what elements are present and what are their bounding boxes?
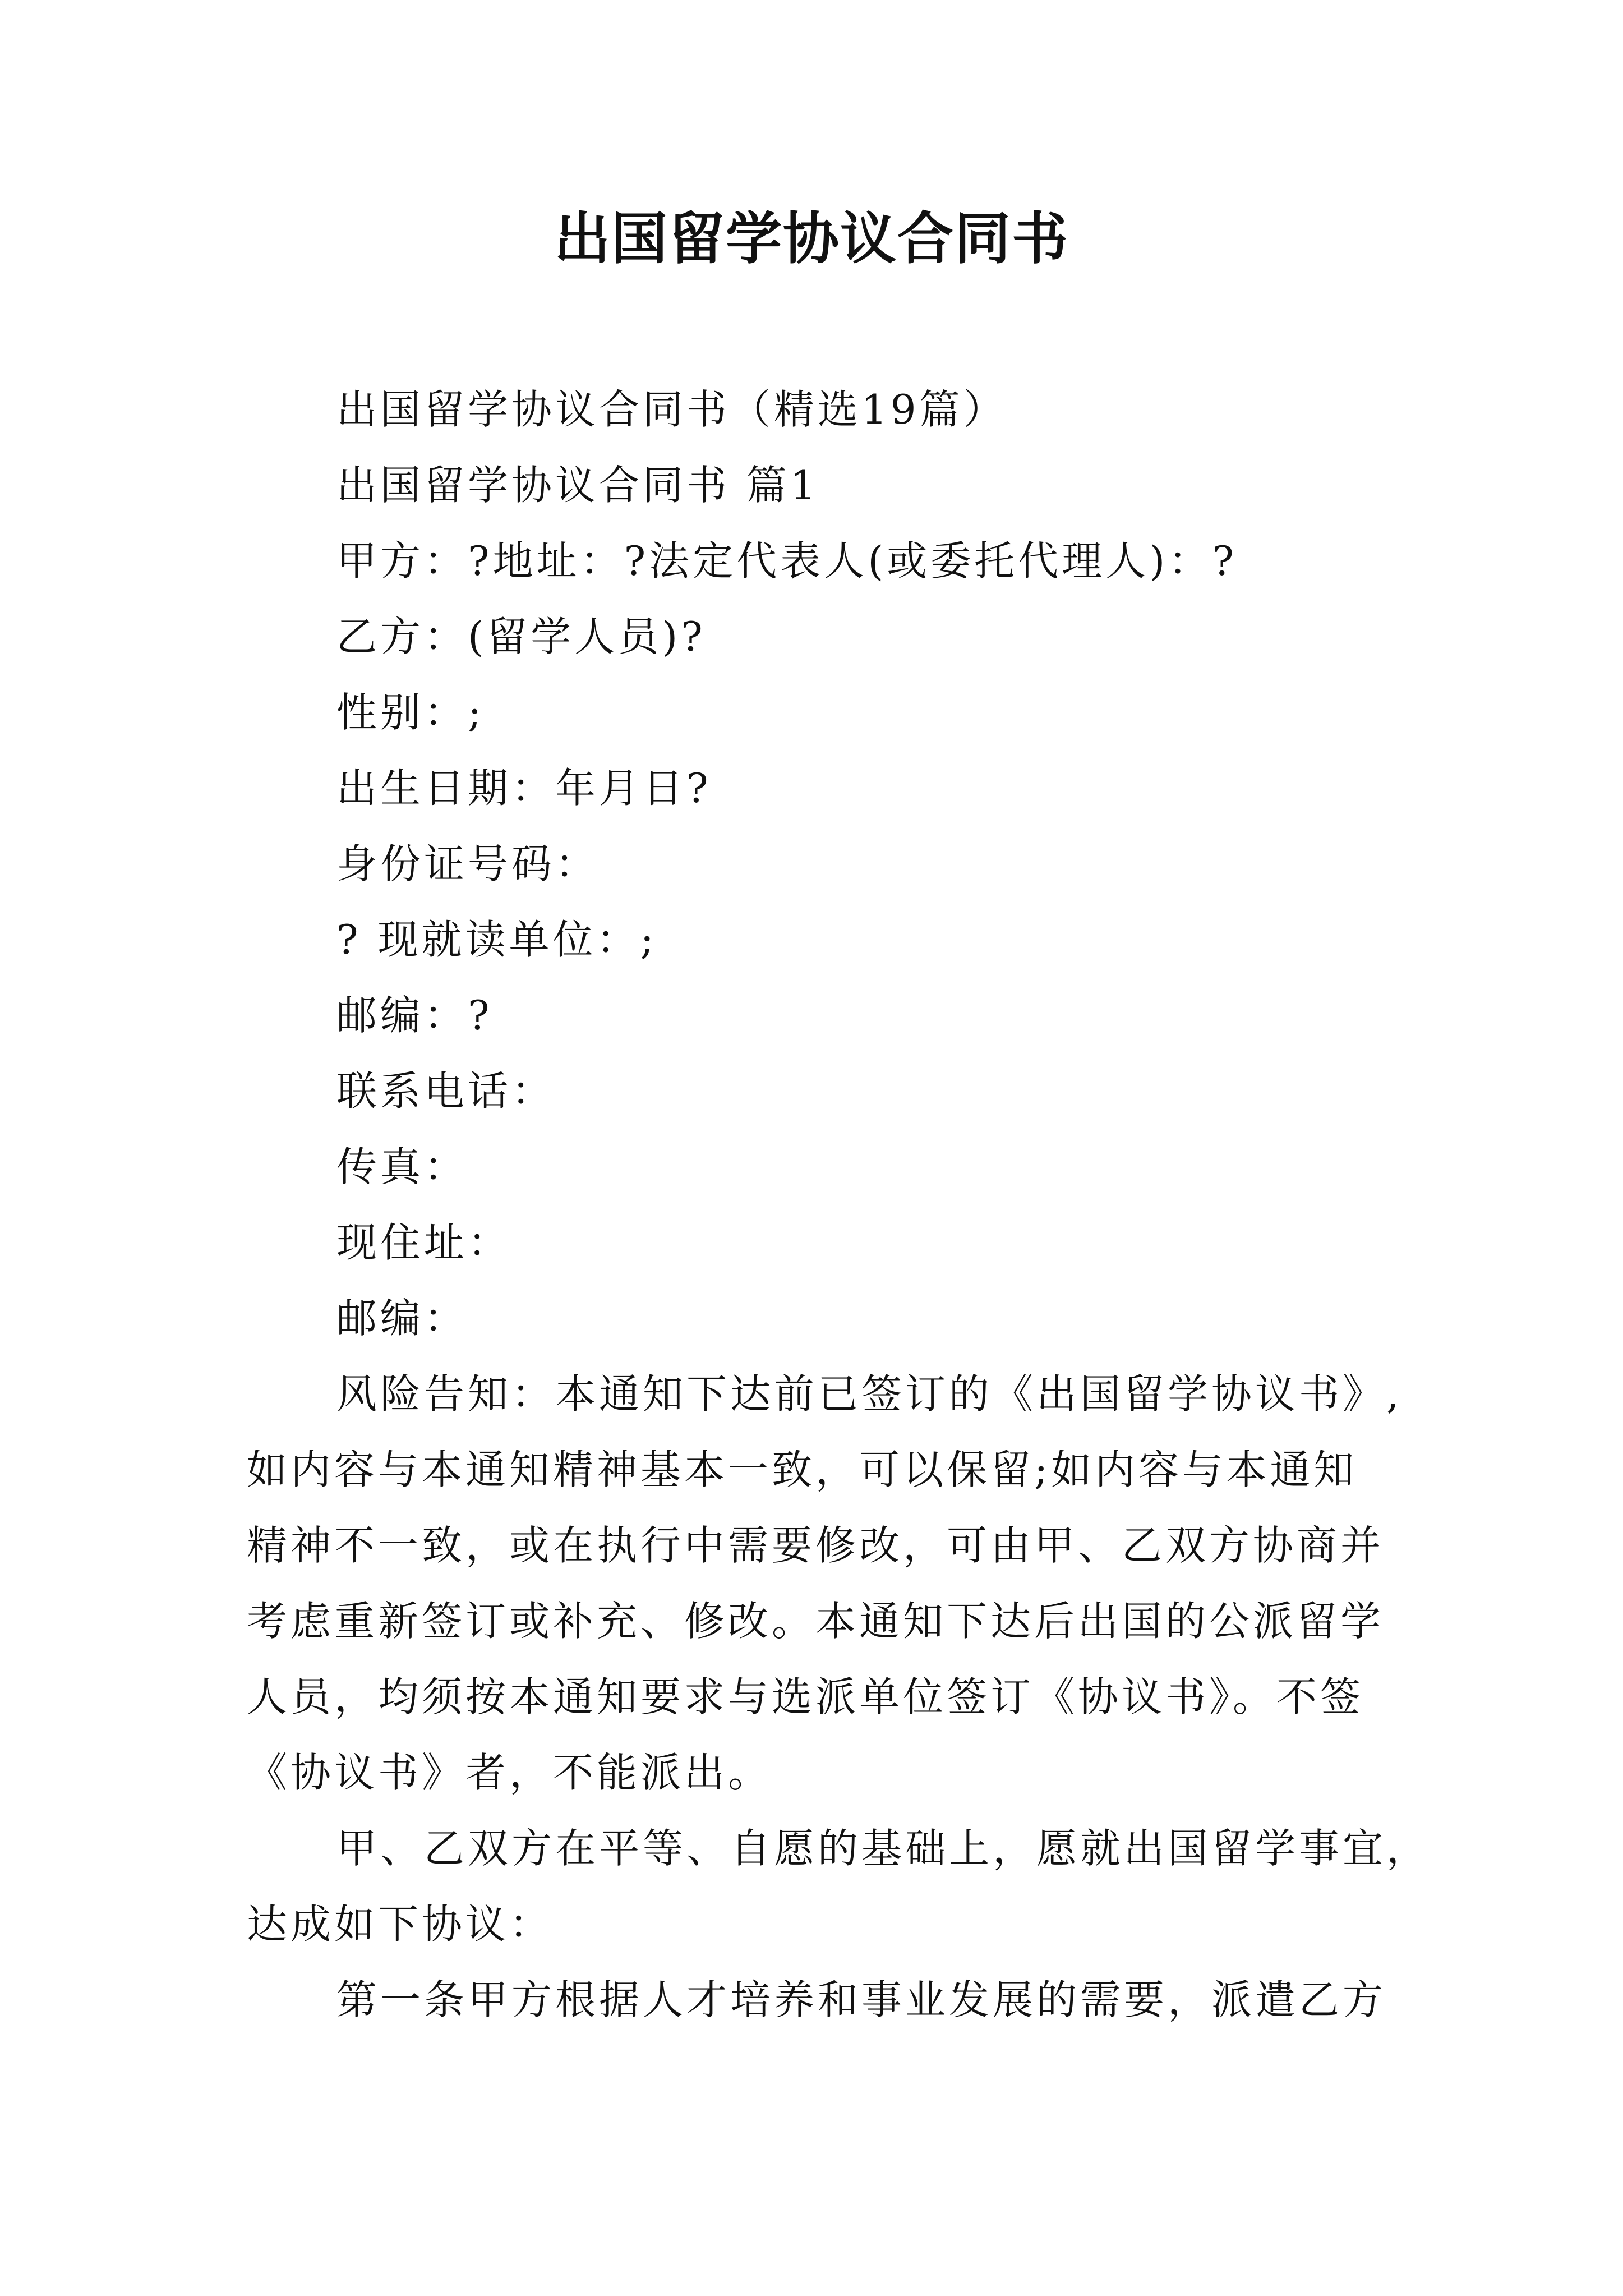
agreement-intro-line-2: 达成如下协议：: [247, 1901, 554, 1948]
risk-notice-line-3: 精神不一致，或在执行中需要修改，可由甲、乙双方协商并: [247, 1522, 1385, 1569]
postcode-line: 邮编：?: [336, 992, 493, 1039]
party-b-line: 乙方：(留学人员)?: [336, 613, 706, 660]
phone-line: 联系电话：: [336, 1068, 556, 1115]
article-one-line: 第一条甲方根据人才培养和事业发展的需要，派遣乙方: [336, 1976, 1387, 2023]
risk-notice-line-2: 如内容与本通知精神基本一致，可以保留;如内容与本通知: [247, 1446, 1358, 1493]
risk-notice-line-1: 风险告知：本通知下达前已签订的《出国留学协议书》,: [336, 1370, 1403, 1418]
gender-line: 性别：;: [336, 689, 485, 736]
postcode-line-2: 邮编：: [336, 1295, 468, 1342]
current-unit-line: ? 现就读单位：;: [336, 916, 657, 963]
risk-notice-line-4: 考虑重新签订或补充、修改。本通知下达后出国的公派留学: [247, 1598, 1385, 1645]
document-title: 出国留学协议合同书: [554, 205, 1069, 272]
party-a-line: 甲方：?地址：?法定代表人(或委托代理人)：?: [336, 537, 1237, 585]
section-heading: 出国留学协议合同书 篇1: [336, 462, 819, 509]
fax-line: 传真：: [336, 1143, 468, 1190]
risk-notice-line-5: 人员，均须按本通知要求与选派单位签订《协议书》。不签: [247, 1673, 1364, 1720]
address-line: 现住址：: [336, 1219, 512, 1266]
birthdate-line: 出生日期：年月日?: [336, 765, 712, 812]
risk-notice-line-6: 《协议书》者，不能派出。: [247, 1749, 772, 1796]
id-number-line: 身份证号码：: [336, 840, 600, 887]
subtitle-line: 出国留学协议合同书（精选19篇）: [336, 386, 1007, 433]
agreement-intro-line-1: 甲、乙双方在平等、自愿的基础上，愿就出国留学事宜，: [336, 1825, 1431, 1872]
